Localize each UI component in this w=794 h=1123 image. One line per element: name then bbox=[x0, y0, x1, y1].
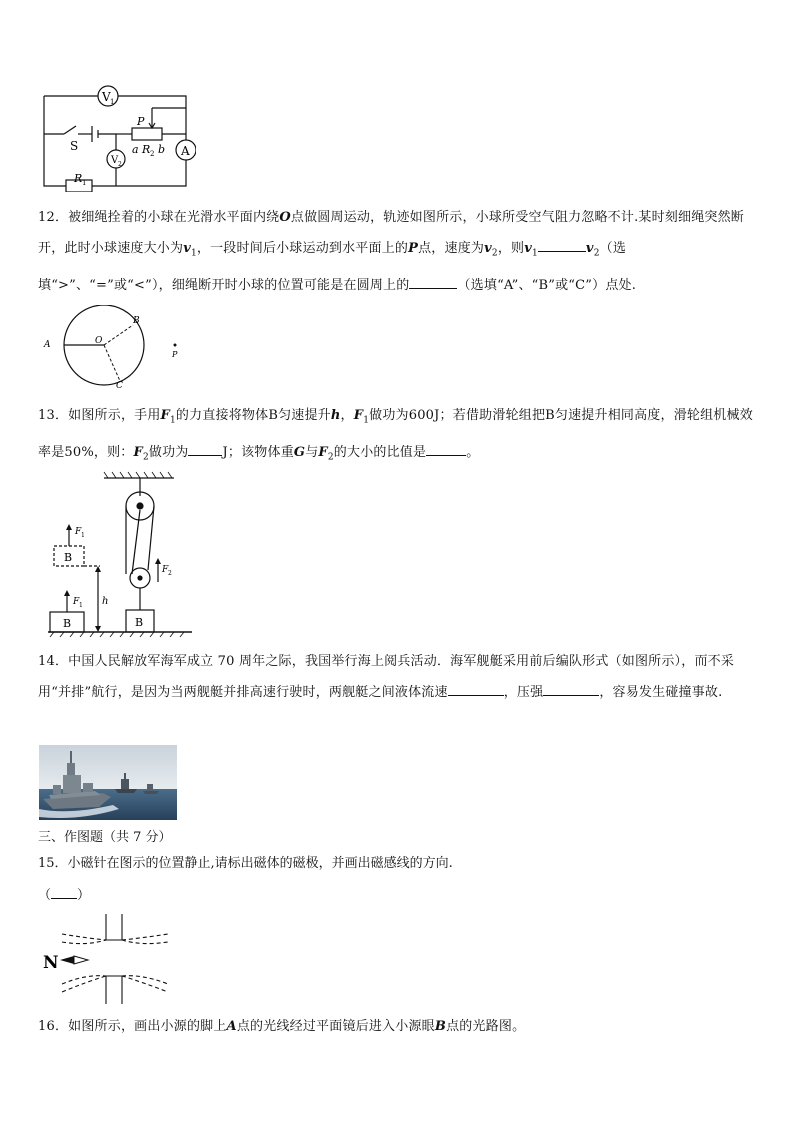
svg-text:V: V bbox=[102, 90, 111, 104]
answer-blank-14b[interactable] bbox=[543, 681, 599, 696]
answer-blank-14a[interactable] bbox=[448, 681, 504, 696]
answer-blank-12a[interactable] bbox=[538, 237, 586, 252]
pulley-diagram bbox=[44, 470, 204, 638]
svg-text:F: F bbox=[75, 527, 82, 537]
svg-text:O: O bbox=[95, 336, 103, 346]
question-16: 16．如图所示，画出小源的脚上A点的光线经过平面镜后进入小源眼B点的光路图。 bbox=[38, 1019, 526, 1034]
magnet-diagram bbox=[42, 912, 222, 1006]
svg-text:A: A bbox=[181, 144, 190, 158]
svg-text:2: 2 bbox=[150, 150, 155, 158]
question-15: 15．小磁针在图示的位置静止,请标出磁体的磁极，并画出磁感线的方向. bbox=[38, 856, 453, 871]
question-13: 13．如图所示，手用$F_1$的力直接将物体B匀速提升h，$F_1$做功为600J；若借助滑轮组把B匀速提升相同高度，滑轮组机械效率是50%，则：$F_2$做功为 J；该物体重G与$F_2$的大小的比值是 。 bbox=[38, 408, 753, 463]
answer-blank-15[interactable] bbox=[51, 886, 77, 899]
svg-text:B: B bbox=[63, 617, 72, 630]
answer-bracket-15: （ ） bbox=[38, 888, 91, 903]
svg-text:R: R bbox=[74, 172, 83, 185]
section-title: 三、作图题（共 7 分） bbox=[38, 830, 172, 845]
circuit-diagram bbox=[36, 82, 196, 192]
svg-text:A: A bbox=[44, 340, 51, 350]
svg-text:2: 2 bbox=[168, 570, 172, 577]
svg-text:P: P bbox=[172, 350, 178, 359]
svg-text:R: R bbox=[142, 143, 151, 156]
svg-text:2: 2 bbox=[118, 161, 122, 168]
svg-text:B: B bbox=[133, 316, 140, 326]
question-12: 12．被细绳拴着的小球在光滑水平面内绕O点做圆周运动，轨迹如图所示，小球所受空气阻力忽略不计.某时刻细绳突然断开，此时小球速度大小为$v_1$，一段时间后小球运动到水平面上的P点，速度为$v_2$，则$v_1$ $v_2$（选填“>”、“=”或“<”），细绳断开时小球的位置可能是在圆周上的 （选填“A”、“B”或“C”）点处. bbox=[38, 210, 745, 293]
svg-text:F: F bbox=[73, 597, 80, 607]
svg-text:a: a bbox=[132, 143, 139, 156]
svg-text:C: C bbox=[116, 381, 123, 390]
svg-text:B: B bbox=[64, 551, 73, 564]
svg-text:b: b bbox=[158, 143, 166, 156]
svg-text:B: B bbox=[135, 616, 144, 629]
answer-blank-13b[interactable] bbox=[426, 441, 466, 456]
svg-text:1: 1 bbox=[110, 98, 115, 106]
svg-text:F: F bbox=[162, 565, 169, 575]
svg-text:S: S bbox=[70, 139, 79, 153]
answer-blank-12b[interactable] bbox=[409, 274, 457, 289]
svg-text:1: 1 bbox=[82, 179, 87, 187]
svg-text:V: V bbox=[111, 155, 119, 166]
warship-photo bbox=[39, 745, 177, 820]
question-14: 14．中国人民解放军海军成立 70 周年之际，我国举行海上阅兵活动．海军舰艇采用前后编队形式（如图所示），而不采用“并排”航行，是因为当两舰艇并排高速行驶时，两舰艇之间液体流速 ，压强 ，容易发生碰撞事故. bbox=[38, 654, 735, 700]
svg-text:h: h bbox=[102, 596, 109, 607]
svg-text:1: 1 bbox=[81, 532, 85, 539]
svg-text:N: N bbox=[43, 953, 59, 973]
circle-diagram bbox=[40, 305, 200, 390]
svg-text:1: 1 bbox=[79, 602, 83, 609]
answer-blank-13a[interactable] bbox=[188, 441, 222, 456]
svg-text:P: P bbox=[137, 115, 145, 128]
